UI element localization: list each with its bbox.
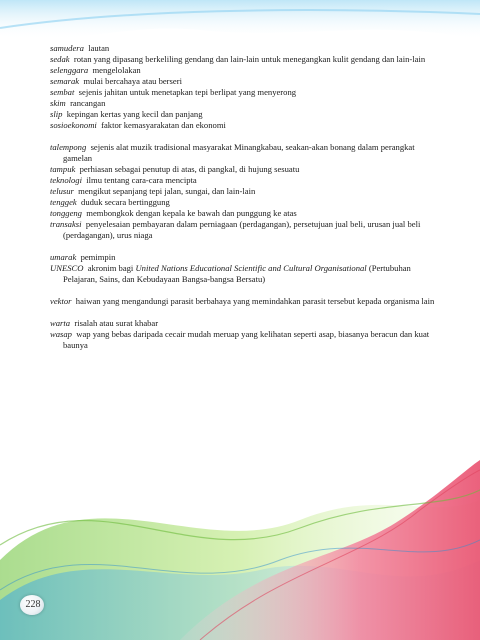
glossary-entry — [50, 175, 442, 186]
glossary-definition: membongkok dengan kepala ke bawah dan punggung ke atas — [86, 208, 297, 218]
glossary-definition: faktor kemasyarakatan dan ekonomi — [101, 120, 226, 130]
glossary-term: UNESCO — [50, 263, 84, 273]
glossary-entry — [50, 318, 442, 329]
definition-italic-text: United Nations Educational Scientific and Cultural Organisational — [135, 263, 367, 273]
definition-text: akronim bagi — [87, 263, 136, 273]
definition-text: (Pertubuhan Pelajaran, Sains, dan Kebudayaan Bangsa-bangsa Bersatu) — [63, 263, 411, 284]
glossary-entry — [50, 43, 442, 54]
section-gap — [50, 285, 442, 296]
glossary-definition: mengelolakan — [92, 65, 141, 75]
glossary-definition: rancangan — [70, 98, 106, 108]
glossary-entry — [50, 296, 442, 307]
glossary-term: tenggek — [50, 197, 77, 207]
glossary-term: selenggara — [50, 65, 89, 75]
glossary-entry — [50, 208, 442, 219]
glossary-entry — [50, 120, 442, 131]
glossary-definition: pemimpin — [80, 252, 116, 262]
glossary-entry — [50, 76, 442, 87]
section-gap — [50, 307, 442, 318]
glossary-definition: penyelesaian pembayaran dalam perniagaan (perdagangan), persetujuan jual beli, urusan jual beli (perdagangan), urus niaga — [63, 219, 421, 240]
glossary-definition: rotan yang dipasang berkeliling gendang dan lain-lain untuk menegangkan kulit gendang dan lain-lain — [73, 54, 426, 64]
glossary-definition — [63, 263, 411, 284]
glossary-definition: haiwan yang mengandungi parasit berbahaya yang memindahkan parasit tersebut kepada organisma lain — [75, 296, 435, 306]
section-gap — [50, 131, 442, 142]
glossary-term: sosioekonomi — [50, 120, 97, 130]
glossary-term: warta — [50, 318, 71, 328]
page-number — [18, 594, 48, 616]
glossary-entry — [50, 197, 442, 208]
glossary-entry — [50, 142, 442, 164]
glossary-entry — [50, 219, 442, 241]
glossary-term: wasap — [50, 329, 72, 339]
glossary-entry — [50, 65, 442, 76]
glossary-definition: wap yang bebas daripada cecair mudah meruap yang kelihatan seperti asap, biasanya beracun dan kuat baunya — [63, 329, 430, 350]
glossary-definition: risalah atau surat khabar — [74, 318, 159, 328]
glossary-term: samudera — [50, 43, 84, 53]
glossary-entry — [50, 263, 442, 285]
glossary-definition: ilmu tentang cara-cara mencipta — [86, 175, 197, 185]
glossary-term: telusur — [50, 186, 74, 196]
glossary-entry — [50, 87, 442, 98]
glossary-term: talempong — [50, 142, 87, 152]
glossary-definition: sejenis alat muzik tradisional masyarakat Minangkabau, seakan-akan bonang dalam perangkat gamelan — [63, 142, 415, 163]
glossary-term: slip — [50, 109, 63, 119]
glossary-entry — [50, 98, 442, 109]
glossary-definition: sejenis jahitan untuk menetapkan tepi berlipat yang menyerong — [78, 87, 297, 97]
glossary-entry — [50, 329, 442, 351]
glossary-entry — [50, 164, 442, 175]
glossary-definition: mengikut sepanjang tepi jalan, sungai, dan lain-lain — [78, 186, 256, 196]
glossary-term: transaksi — [50, 219, 82, 229]
glossary-term: skim — [50, 98, 66, 108]
glossary-entry — [50, 54, 442, 65]
glossary-definition: perhiasan sebagai penutup di atas, di pangkal, di hujung sesuatu — [79, 164, 300, 174]
glossary-term: vektor — [50, 296, 72, 306]
glossary-term: semarak — [50, 76, 80, 86]
glossary-term: tampuk — [50, 164, 76, 174]
glossary-entry — [50, 186, 442, 197]
page-number-text: 228 — [25, 599, 41, 610]
glossary-term: teknologi — [50, 175, 82, 185]
glossary-term: umarak — [50, 252, 77, 262]
glossary-entry — [50, 252, 442, 263]
glossary-term: tonggeng — [50, 208, 82, 218]
glossary-definition: duduk secara bertinggung — [81, 197, 170, 207]
glossary-term: sedak — [50, 54, 70, 64]
glossary — [50, 43, 442, 351]
glossary-entry — [50, 109, 442, 120]
glossary-definition: lautan — [88, 43, 110, 53]
glossary-definition: mulai bercahaya atau berseri — [83, 76, 182, 86]
glossary-definition: kepingan kertas yang kecil dan panjang — [66, 109, 203, 119]
section-gap — [50, 241, 442, 252]
glossary-term: sembat — [50, 87, 75, 97]
